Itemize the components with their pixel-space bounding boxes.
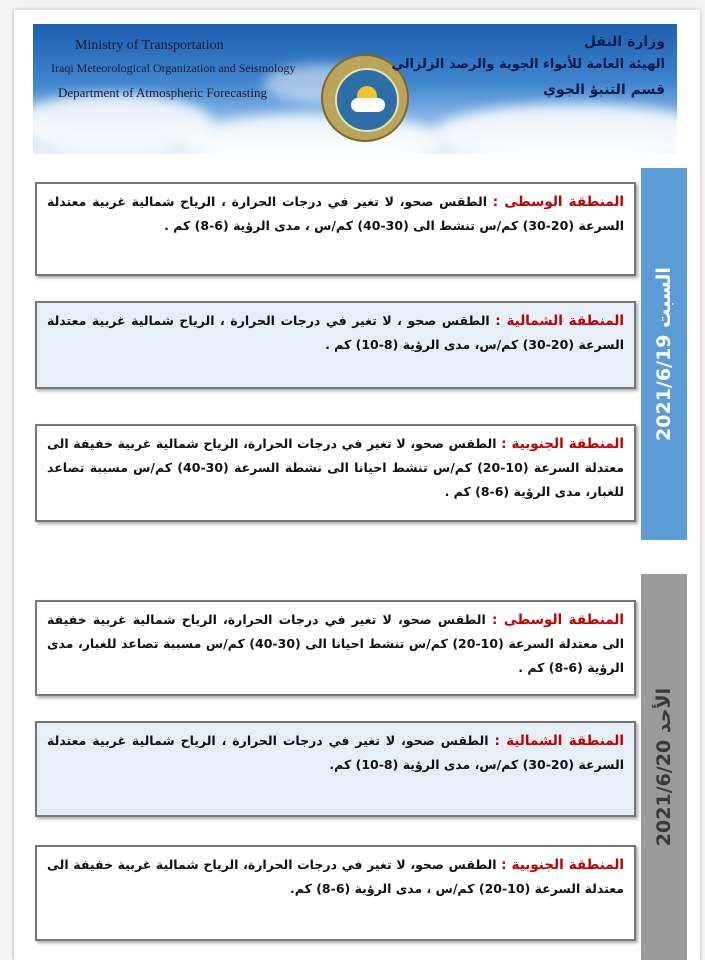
region-label: المنطقة الجنوبية :	[501, 436, 625, 452]
organization-name-ar: الهيئة العامة للأنواء الجوية والرصد الزلزالي	[391, 57, 665, 72]
organization-name-en: Iraqi Meteorological Organization and Seismology	[51, 61, 296, 75]
region-label: المنطقة الجنوبية :	[501, 857, 625, 873]
region-label: المنطقة الوسطى :	[492, 194, 624, 210]
forecast-box-central-day2	[35, 600, 636, 696]
header-banner	[33, 24, 677, 154]
forecast-text: الطقس صحو، لا تغير في درجات الحرارة ، الرياح شمالية غربية معتدلة السرعة (20-30) كم/س، مدى الرؤية (8-10) كم.	[47, 733, 624, 772]
day-label-saturday	[641, 168, 687, 540]
forecast-box-north-day1	[35, 301, 636, 389]
region-label: المنطقة الشمالية :	[495, 313, 624, 329]
forecast-box-south-day2	[35, 845, 636, 941]
ministry-name-ar: وزارة النقل	[583, 34, 665, 50]
forecast-text: الطقس صحو، لا تغير في درجات الحرارة، الرياح شمالية غربية خفيفة الى معتدلة السرعة (10-20) كم/س ، مدى الرؤية (6-8) كم.	[47, 857, 624, 896]
forecast-text: الطقس صحو، لا تغير في درجات الحرارة، الرياح شمالية غربية خفيفة الى معتدلة السرعة (10-20) كم/س تنشط احيانا الى نشطة السرعة (30-40) كم/س مسببة تصاعد للغبار، مدى الرؤية (6-8) كم .	[47, 436, 624, 499]
department-name-ar: قسم التنبؤ الجوي	[543, 82, 665, 98]
department-name-en: Department of Atmospheric Forecasting	[58, 85, 268, 100]
forecast-box-south-day1	[35, 424, 636, 522]
forecast-box-central-day1	[35, 182, 636, 276]
day-label-sunday	[641, 574, 687, 960]
day-date-text: السبت 2021/6/19	[653, 267, 676, 441]
day-date-text: الأحد 2021/6/20	[653, 687, 675, 847]
forecast-text: الطقس صحو، لا تغير في درجات الحرارة، الرياح شمالية غربية خفيفة الى معتدلة السرعة (10-20) كم/س تنشط احيانا الى (30-40) كم/س مسببة تصاعد للغبار، مدى الرؤية (6-8) كم .	[47, 612, 624, 675]
forecast-text: الطقس صحو ، لا تغير في درجات الحرارة ، الرياح شمالية غربية معتدلة السرعة (20-30) كم/س، مدى الرؤية (8-10) كم .	[47, 313, 624, 352]
forecast-box-north-day2	[35, 721, 636, 817]
forecast-text: الطقس صحو، لا تغير في درجات الحرارة ، الرياح شمالية غربية معتدلة السرعة (20-30) كم/س تنشط الى (30-40) كم/س ، مدى الرؤية (6-8) كم .	[47, 194, 624, 233]
ministry-name-en: Ministry of Transportation	[75, 38, 224, 53]
region-label: المنطقة الوسطى :	[491, 612, 624, 628]
region-label: المنطقة الشمالية :	[494, 733, 625, 749]
